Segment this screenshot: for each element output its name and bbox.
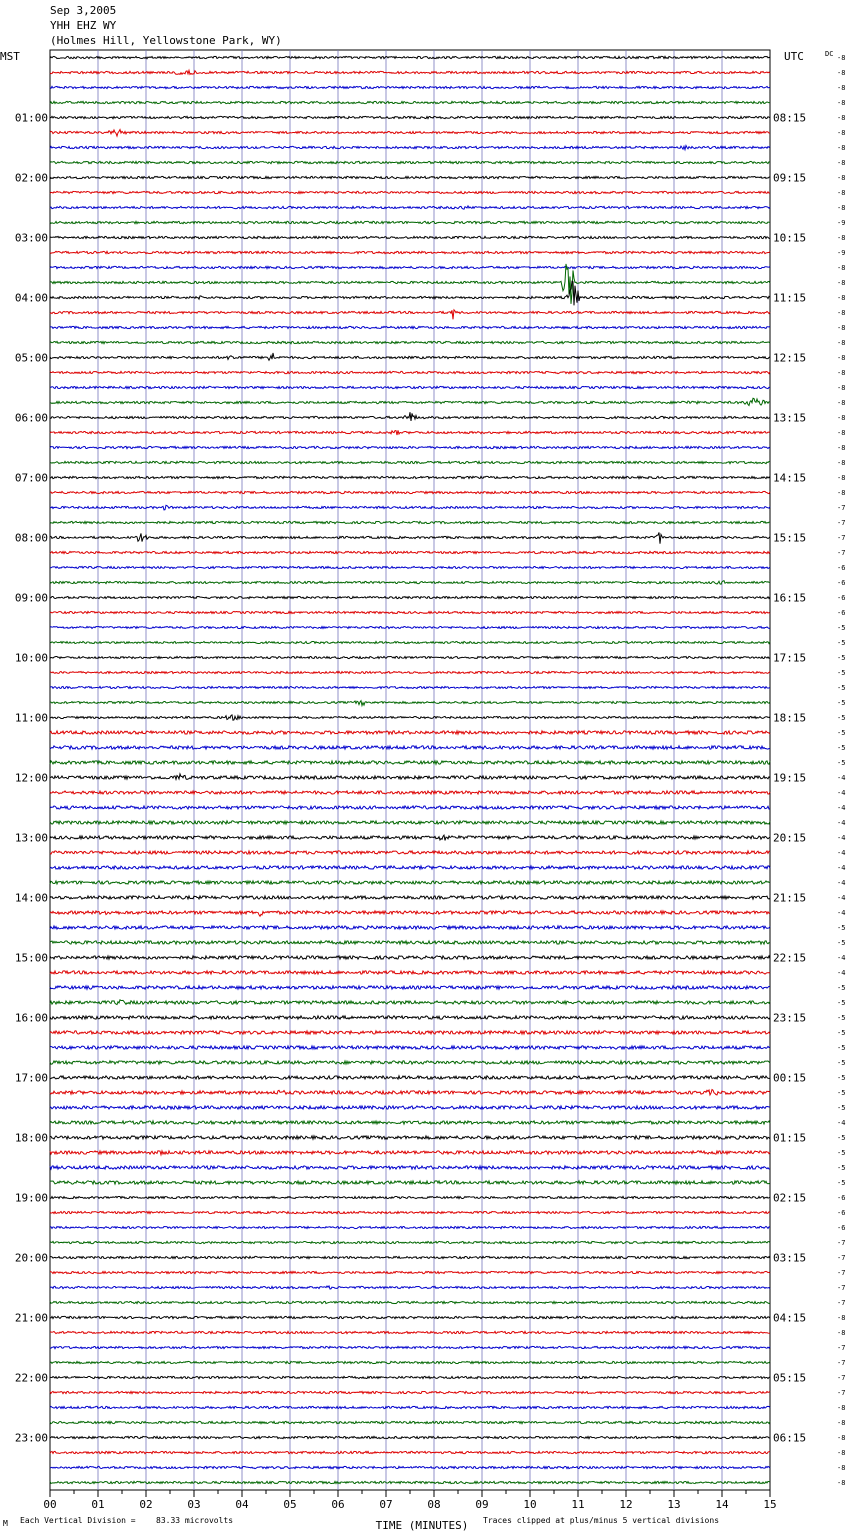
seismic-trace-22	[50, 386, 770, 388]
left-hour-label: 09:00	[14, 591, 48, 605]
right-hour-label: 04:15	[773, 1311, 807, 1325]
right-hour-label: 20:15	[773, 831, 807, 845]
dc-value-label: -6	[837, 609, 846, 617]
dc-value-label: -8	[837, 414, 846, 422]
right-hour-label: 06:15	[773, 1431, 807, 1445]
scale-value: 83.33 microvolts	[156, 1516, 234, 1525]
dc-value-label: -7	[837, 1284, 846, 1292]
dc-value-label: -5	[837, 1164, 846, 1172]
dc-value-label: -4	[837, 849, 846, 857]
seismic-trace-64	[50, 1016, 770, 1019]
right-hour-label: 08:15	[773, 111, 807, 125]
left-hour-label: 23:00	[14, 1431, 48, 1445]
right-hour-label: 10:15	[773, 231, 807, 245]
dc-value-label: -6	[837, 1224, 846, 1232]
dc-value-label: -5	[837, 984, 846, 992]
left-hour-label: 12:00	[14, 771, 48, 785]
dc-value-label: -4	[837, 969, 846, 977]
seismic-trace-52	[50, 835, 770, 840]
seismic-trace-45	[50, 731, 770, 734]
right-hour-label: 18:15	[773, 711, 807, 725]
left-hour-label: 01:00	[14, 111, 48, 125]
dc-value-label: -7	[837, 1344, 846, 1352]
seismic-trace-17	[50, 310, 770, 319]
dc-value-label: -8	[837, 159, 846, 167]
dc-value-label: -4	[837, 774, 846, 782]
dc-value-label: -8	[837, 174, 846, 182]
right-hour-label: 13:15	[773, 411, 807, 425]
left-hour-label: 14:00	[14, 891, 48, 905]
dc-value-label: -8	[837, 309, 846, 317]
left-hour-label: 21:00	[14, 1311, 48, 1325]
seismic-trace-0	[50, 56, 770, 58]
right-hour-label: 19:15	[773, 771, 807, 785]
seismic-trace-55	[50, 881, 770, 884]
left-hour-label: 03:00	[14, 231, 48, 245]
seismic-trace-85	[50, 1331, 770, 1333]
dc-value-label: -4	[837, 834, 846, 842]
dc-value-label: -4	[837, 954, 846, 962]
right-hour-label: 03:15	[773, 1251, 807, 1265]
dc-value-label: -6	[837, 564, 846, 572]
dc-value-label: -8	[837, 189, 846, 197]
dc-header-label: DC	[825, 50, 834, 58]
x-tick-label: 11	[571, 1498, 585, 1511]
dc-value-label: -5	[837, 714, 846, 722]
seismic-trace-13	[50, 251, 770, 253]
right-hour-label: 05:15	[773, 1371, 807, 1385]
right-hour-label: 17:15	[773, 651, 807, 665]
seismic-trace-43	[50, 701, 770, 706]
dc-value-label: -8	[837, 279, 846, 287]
seismic-trace-83	[50, 1301, 770, 1303]
seismic-trace-73	[50, 1151, 770, 1155]
dc-value-label: -5	[837, 924, 846, 932]
seismic-trace-82	[50, 1286, 770, 1289]
dc-value-label: -4	[837, 879, 846, 887]
seismic-trace-90	[50, 1406, 770, 1408]
seismic-trace-57	[50, 911, 770, 916]
seismic-trace-11	[50, 221, 770, 223]
dc-value-label: -7	[837, 1299, 846, 1307]
right-hour-label: 14:15	[773, 471, 807, 485]
seismic-trace-71	[50, 1121, 770, 1124]
dc-value-label: -4	[837, 1119, 846, 1127]
dc-value-label: -8	[837, 69, 846, 77]
dc-value-label: -8	[837, 354, 846, 362]
dc-value-label: -6	[837, 1209, 846, 1217]
seismic-trace-19	[50, 341, 770, 343]
dc-value-label: -4	[837, 819, 846, 827]
seismic-trace-51	[50, 821, 770, 824]
seismic-trace-37	[50, 611, 770, 613]
dc-value-label: -9	[837, 219, 846, 227]
left-hour-label: 17:00	[14, 1071, 48, 1085]
right-hour-label: 00:15	[773, 1071, 807, 1085]
left-hour-label: 08:00	[14, 531, 48, 545]
seismic-trace-20	[50, 353, 770, 360]
left-hour-label: 10:00	[14, 651, 48, 665]
seismic-trace-12	[50, 236, 770, 238]
dc-value-label: -7	[837, 1374, 846, 1382]
seismic-trace-49	[50, 791, 770, 794]
left-hour-label: 15:00	[14, 951, 48, 965]
dc-value-label: -8	[837, 1314, 846, 1322]
x-tick-label: 06	[331, 1498, 345, 1511]
clip-note: Traces clipped at plus/minus 5 vertical divisions	[483, 1516, 720, 1525]
x-tick-label: 10	[523, 1498, 537, 1511]
right-hour-label: 09:15	[773, 171, 807, 185]
right-hour-label: 01:15	[773, 1131, 807, 1145]
x-tick-label: 03	[187, 1498, 201, 1511]
seismic-trace-95	[50, 1481, 770, 1483]
dc-value-label: -8	[837, 114, 846, 122]
x-tick-label: 15	[763, 1498, 777, 1511]
date-label: Sep 3,2005	[50, 4, 117, 17]
dc-value-label: -8	[837, 339, 846, 347]
seismic-trace-5	[50, 130, 770, 137]
seismic-trace-35	[50, 581, 770, 585]
dc-value-label: -5	[837, 939, 846, 947]
seismic-trace-74	[50, 1166, 770, 1169]
seismic-trace-8	[50, 176, 770, 178]
dc-value-label: -8	[837, 54, 846, 62]
seismic-trace-14	[50, 266, 770, 268]
seismic-trace-32	[50, 532, 770, 543]
dc-value-label: -6	[837, 579, 846, 587]
seismic-trace-24	[50, 412, 770, 421]
x-tick-label: 07	[379, 1498, 393, 1511]
dc-value-label: -7	[837, 1239, 846, 1247]
seismic-trace-94	[50, 1466, 770, 1468]
x-tick-label: 12	[619, 1498, 633, 1511]
right-hour-label: 16:15	[773, 591, 807, 605]
seismic-trace-93	[50, 1451, 770, 1453]
dc-value-label: -8	[837, 444, 846, 452]
dc-value-label: -4	[837, 864, 846, 872]
seismic-trace-58	[50, 926, 770, 929]
dc-value-label: -5	[837, 684, 846, 692]
seismic-trace-80	[50, 1256, 770, 1258]
seismic-trace-44	[50, 715, 770, 720]
dc-value-label: -5	[837, 999, 846, 1007]
seismic-trace-9	[50, 191, 770, 193]
seismic-trace-46	[50, 746, 770, 749]
dc-value-label: -5	[837, 624, 846, 632]
dc-value-label: -8	[837, 99, 846, 107]
seismic-trace-60	[50, 956, 770, 959]
seismic-trace-72	[50, 1136, 770, 1139]
dc-value-label: -8	[837, 204, 846, 212]
station-label: YHH EHZ WY	[50, 19, 117, 32]
seismic-trace-47	[50, 761, 770, 764]
seismic-trace-39	[50, 641, 770, 643]
dc-value-label: -8	[837, 1329, 846, 1337]
dc-value-label: -5	[837, 1104, 846, 1112]
seismic-trace-40	[50, 656, 770, 658]
dc-value-label: -8	[837, 474, 846, 482]
x-tick-label: 02	[139, 1498, 153, 1511]
dc-value-label: -8	[837, 1434, 846, 1442]
seismic-trace-50	[50, 806, 770, 809]
seismic-trace-56	[50, 896, 770, 899]
dc-value-label: -7	[837, 519, 846, 527]
left-hour-label: 11:00	[14, 711, 48, 725]
left-hour-label: 22:00	[14, 1371, 48, 1385]
dc-value-label: -8	[837, 1464, 846, 1472]
seismic-trace-62	[50, 986, 770, 989]
seismic-trace-87	[50, 1361, 770, 1363]
dc-value-label: -8	[837, 1479, 846, 1487]
dc-value-label: -8	[837, 264, 846, 272]
seismic-trace-76	[50, 1196, 770, 1198]
x-tick-label: 13	[667, 1498, 681, 1511]
dc-value-label: -8	[837, 384, 846, 392]
dc-value-label: -4	[837, 789, 846, 797]
right-hour-label: 23:15	[773, 1011, 807, 1025]
seismic-trace-41	[50, 671, 770, 673]
dc-value-label: -5	[837, 699, 846, 707]
left-hour-label: 13:00	[14, 831, 48, 845]
seismic-trace-77	[50, 1211, 770, 1213]
seismic-trace-18	[50, 326, 770, 328]
dc-value-label: -8	[837, 84, 846, 92]
seismic-trace-23	[50, 398, 770, 405]
seismic-trace-91	[50, 1421, 770, 1423]
dc-value-label: -5	[837, 639, 846, 647]
x-tick-label: 08	[427, 1498, 441, 1511]
dc-value-label: -5	[837, 759, 846, 767]
seismic-trace-10	[50, 206, 770, 209]
seismic-trace-30	[50, 505, 770, 510]
dc-value-label: -5	[837, 1059, 846, 1067]
scale-prefix: Each Vertical Division =	[20, 1516, 136, 1525]
dc-value-label: -4	[837, 909, 846, 917]
x-tick-label: 00	[43, 1498, 57, 1511]
seismic-trace-38	[50, 626, 770, 628]
dc-value-label: -7	[837, 1389, 846, 1397]
seismic-trace-31	[50, 521, 770, 523]
seismic-trace-28	[50, 476, 770, 478]
seismic-trace-3	[50, 101, 770, 103]
dc-value-label: -8	[837, 1419, 846, 1427]
dc-value-label: -8	[837, 1449, 846, 1457]
x-tick-label: 09	[475, 1498, 489, 1511]
seismic-trace-36	[50, 596, 770, 598]
dc-value-label: -8	[837, 1404, 846, 1412]
dc-value-label: -6	[837, 594, 846, 602]
right-hour-label: 11:15	[773, 291, 807, 305]
dc-value-label: -8	[837, 294, 846, 302]
left-timezone-label: MST	[0, 50, 20, 63]
x-axis-title: TIME (MINUTES)	[375, 1519, 469, 1532]
dc-value-label: -8	[837, 369, 846, 377]
seismic-trace-86	[50, 1346, 770, 1348]
dc-value-label: -6	[837, 1194, 846, 1202]
left-hour-label: 19:00	[14, 1191, 48, 1205]
seismic-trace-78	[50, 1226, 770, 1228]
dc-value-label: -5	[837, 729, 846, 737]
seismic-trace-66	[50, 1046, 770, 1049]
dc-value-label: -5	[837, 654, 846, 662]
x-tick-label: 14	[715, 1498, 729, 1511]
dc-value-label: -5	[837, 669, 846, 677]
footer-mark: M	[3, 1519, 8, 1528]
seismic-trace-21	[50, 371, 770, 373]
left-hour-label: 07:00	[14, 471, 48, 485]
seismic-trace-34	[50, 566, 770, 568]
right-hour-label: 02:15	[773, 1191, 807, 1205]
seismic-trace-88	[50, 1376, 770, 1378]
seismic-trace-61	[50, 971, 770, 974]
dc-value-label: -5	[837, 744, 846, 752]
seismic-trace-67	[50, 1061, 770, 1064]
seismic-trace-27	[50, 461, 770, 463]
dc-value-label: -8	[837, 399, 846, 407]
x-tick-label: 05	[283, 1498, 297, 1511]
dc-value-label: -7	[837, 504, 846, 512]
dc-value-label: -8	[837, 489, 846, 497]
dc-value-label: -5	[837, 1089, 846, 1097]
seismic-trace-63	[50, 1000, 770, 1005]
dc-value-label: -7	[837, 534, 846, 542]
seismic-trace-65	[50, 1031, 770, 1034]
dc-value-label: -5	[837, 1134, 846, 1142]
seismic-trace-59	[50, 941, 770, 944]
seismic-trace-53	[50, 851, 770, 854]
seismic-trace-4	[50, 116, 770, 118]
dc-value-label: -8	[837, 234, 846, 242]
left-hour-label: 20:00	[14, 1251, 48, 1265]
dc-value-label: -5	[837, 1179, 846, 1187]
seismic-trace-81	[50, 1271, 770, 1273]
location-label: (Holmes Hill, Yellowstone Park, WY)	[50, 34, 282, 47]
seismic-trace-7	[50, 161, 770, 163]
dc-value-label: -5	[837, 1074, 846, 1082]
seismic-trace-68	[50, 1076, 770, 1079]
seismic-trace-25	[50, 430, 770, 435]
dc-value-label: -5	[837, 1044, 846, 1052]
left-hour-label: 16:00	[14, 1011, 48, 1025]
left-hour-label: 02:00	[14, 171, 48, 185]
right-hour-label: 21:15	[773, 891, 807, 905]
x-tick-label: 01	[91, 1498, 105, 1511]
left-hour-label: 18:00	[14, 1131, 48, 1145]
dc-value-label: -9	[837, 249, 846, 257]
dc-value-label: -5	[837, 1029, 846, 1037]
right-hour-label: 15:15	[773, 531, 807, 545]
seismic-trace-54	[50, 866, 770, 869]
seismic-trace-16	[50, 281, 770, 305]
seismic-trace-92	[50, 1436, 770, 1438]
right-hour-label: 22:15	[773, 951, 807, 965]
dc-value-label: -5	[837, 1149, 846, 1157]
seismic-trace-33	[50, 551, 770, 553]
right-timezone-label: UTC	[784, 50, 804, 63]
x-tick-label: 04	[235, 1498, 249, 1511]
seismic-trace-69	[50, 1090, 770, 1095]
seismic-trace-89	[50, 1391, 770, 1393]
dc-value-label: -7	[837, 549, 846, 557]
seismic-trace-6	[50, 146, 770, 150]
seismic-trace-84	[50, 1316, 770, 1318]
dc-value-label: -7	[837, 1254, 846, 1262]
dc-value-label: -4	[837, 894, 846, 902]
dc-value-label: -8	[837, 459, 846, 467]
left-hour-label: 05:00	[14, 351, 48, 365]
dc-value-label: -8	[837, 324, 846, 332]
right-hour-label: 12:15	[773, 351, 807, 365]
seismic-trace-70	[50, 1106, 770, 1109]
dc-value-label: -7	[837, 1269, 846, 1277]
seismic-trace-2	[50, 86, 770, 88]
seismic-trace-42	[50, 686, 770, 688]
left-hour-label: 04:00	[14, 291, 48, 305]
plot-frame	[50, 50, 770, 1490]
dc-value-label: -8	[837, 429, 846, 437]
seismic-trace-1	[50, 70, 770, 74]
dc-value-label: -8	[837, 129, 846, 137]
dc-value-label: -7	[837, 1359, 846, 1367]
seismic-trace-75	[50, 1181, 770, 1184]
dc-value-label: -5	[837, 1014, 846, 1022]
seismic-trace-48	[50, 774, 770, 779]
dc-value-label: -4	[837, 804, 846, 812]
dc-value-label: -8	[837, 144, 846, 152]
seismic-trace-26	[50, 446, 770, 448]
seismic-trace-79	[50, 1241, 770, 1243]
seismic-trace-29	[50, 491, 770, 493]
left-hour-label: 06:00	[14, 411, 48, 425]
